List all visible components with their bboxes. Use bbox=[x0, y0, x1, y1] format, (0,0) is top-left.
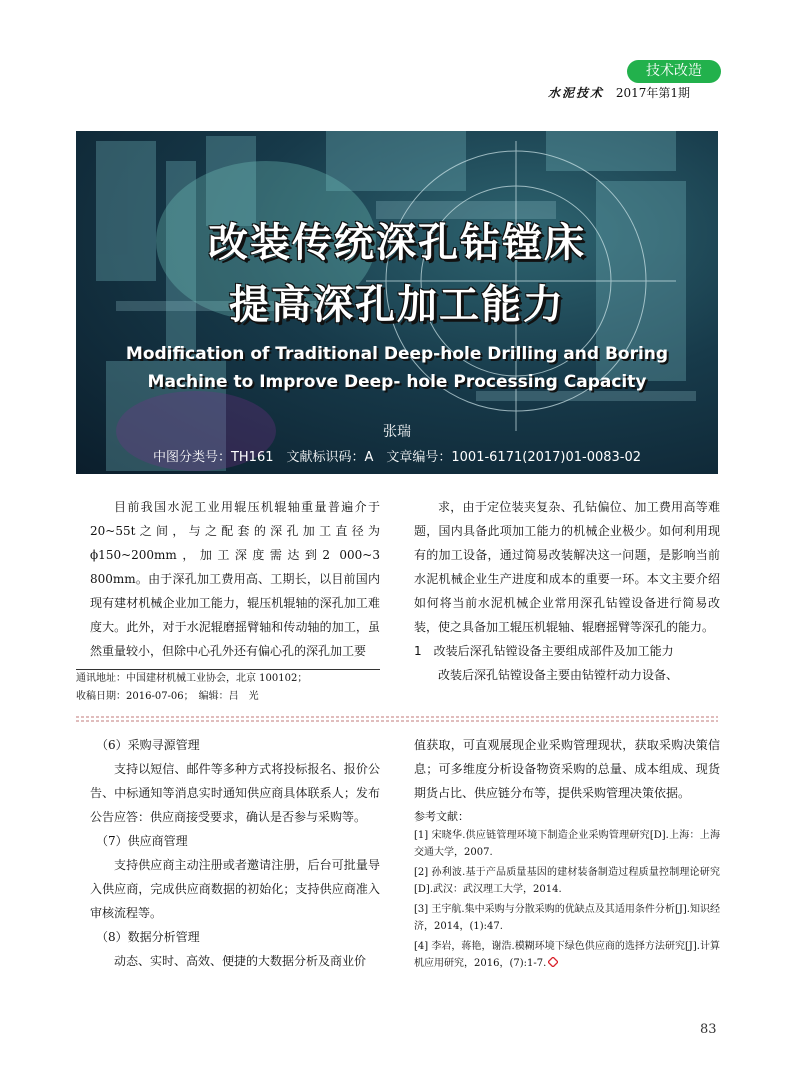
intro-right-column bbox=[414, 495, 720, 687]
intro-left-column bbox=[90, 495, 380, 663]
reference-3: [3] 王宇航.集中采购与分散采购的优缺点及其适用条件分析[J].知识经济，2014，(1):47. bbox=[414, 904, 720, 932]
paragraph-8-continued: 值获取，可直观展现企业采购管理现状，获取采购决策信息；可多维度分析设备物资采购的总量、成本组成、现货期货占比、供应链分布等，提供采购管理决策依据。 bbox=[414, 738, 720, 800]
article-divider bbox=[76, 714, 718, 724]
footnote-rule bbox=[76, 669, 380, 670]
english-title-line2: Machine to Improve Deep- hole Processing Capacity bbox=[147, 372, 647, 392]
footnote-address: 通讯地址：中国建材机械工业协会，北京 100102； bbox=[76, 673, 308, 684]
chinese-title-line1: 改装传统深孔钻镗床 bbox=[208, 220, 586, 266]
subheading-8: （8）数据分析管理 bbox=[96, 930, 200, 944]
reference-2: [2] 孙利波.基于产品质量基因的建材装备制造过程质量控制理论研究[D].武汉：武汉理工大学，2014. bbox=[414, 867, 720, 895]
reference-4-text: [4] 李岩，蒋艳，谢浩.模糊环境下绿色供应商的选择方法研究[J].计算机应用研究，2016，(7):1-7. bbox=[414, 941, 720, 969]
author: 张瑞 bbox=[383, 424, 411, 440]
reference-4 bbox=[414, 938, 720, 972]
paragraph-7: 支持供应商主动注册或者邀请注册，后台可批量导入供应商，完成供应商数据的初始化；支持供应商准入审核流程等。 bbox=[90, 858, 380, 920]
paragraph-8: 动态、实时、高效、便捷的大数据分析及商业价 bbox=[114, 954, 367, 968]
reference-1: [1] 宋晓华.供应链管理环境下制造企业采购管理研究[D].上海：上海交通大学，2007. bbox=[414, 830, 720, 858]
chinese-title-line2: 提高深孔加工能力 bbox=[229, 282, 565, 328]
classification-line: 中图分类号：TH161 文献标识码：A 文章编号：1001-6171(2017)01-0083-02 bbox=[152, 450, 642, 465]
page-number: 83 bbox=[700, 1022, 717, 1037]
intro-paragraph: 目前我国水泥工业用辊压机辊轴重量普遍介于20~55t之间，与之配套的深孔加工直径为ϕ150~200mm，加工深度需达到2 000~3 800mm。由于深孔加工费用高、工期长，以目前国内现有建材机械企业加工能力，辊压机辊轴的深孔加工难度大。此外，对于水泥辊磨摇臂轴和传动轴的加工，虽然重量较小，但除中心孔外还有偏心孔的深孔加工要 bbox=[90, 500, 380, 658]
references-title: 参考文献： bbox=[414, 810, 469, 823]
intro-paragraph-continued: 求，由于定位装夹复杂、孔钻偏位、加工费用高等难题，国内具备此项加工能力的机械企业极少。如何利用现有的加工设备，通过简易改装解决这一问题，是影响当前水泥机械企业生产进度和成本的重要一环。本文主要介绍如何将当前水泥机械企业常用深孔钻镗设备进行简易改装，使之具备加工辊压机辊轴、辊磨摇臂等深孔的能力。 bbox=[414, 500, 720, 634]
subheading-7: （7）供应商管理 bbox=[96, 834, 188, 848]
section-badge: 技术改造 bbox=[627, 60, 721, 83]
journal-name: 水泥技术 bbox=[548, 86, 605, 100]
end-mark-icon bbox=[548, 957, 558, 967]
section-heading-1: 1 改装后深孔钻镗设备主要组成部件及加工能力 bbox=[414, 644, 674, 658]
title-banner bbox=[76, 131, 718, 474]
prev-article-right-column bbox=[414, 733, 720, 975]
subheading-6: （6）采购寻源管理 bbox=[96, 738, 200, 752]
prev-article-left-column bbox=[90, 733, 380, 973]
paragraph-6: 支持以短信、邮件等多种方式将投标报名、报价公告、中标通知等消息实时通知供应商具体联系人；发布公告应答：供应商接受要求，确认是否参与采购等。 bbox=[90, 762, 380, 824]
english-title-line1: Modification of Traditional Deep-hole Drilling and Boring bbox=[125, 344, 669, 364]
journal-header bbox=[548, 84, 690, 101]
section-1-text: 改装后深孔钻镗设备主要由钻镗杆动力设备、 bbox=[438, 668, 679, 682]
footnote-received: 收稿日期：2016-07-06； 编辑：吕 光 bbox=[76, 691, 259, 702]
issue-label: 2017年第1期 bbox=[615, 86, 691, 100]
